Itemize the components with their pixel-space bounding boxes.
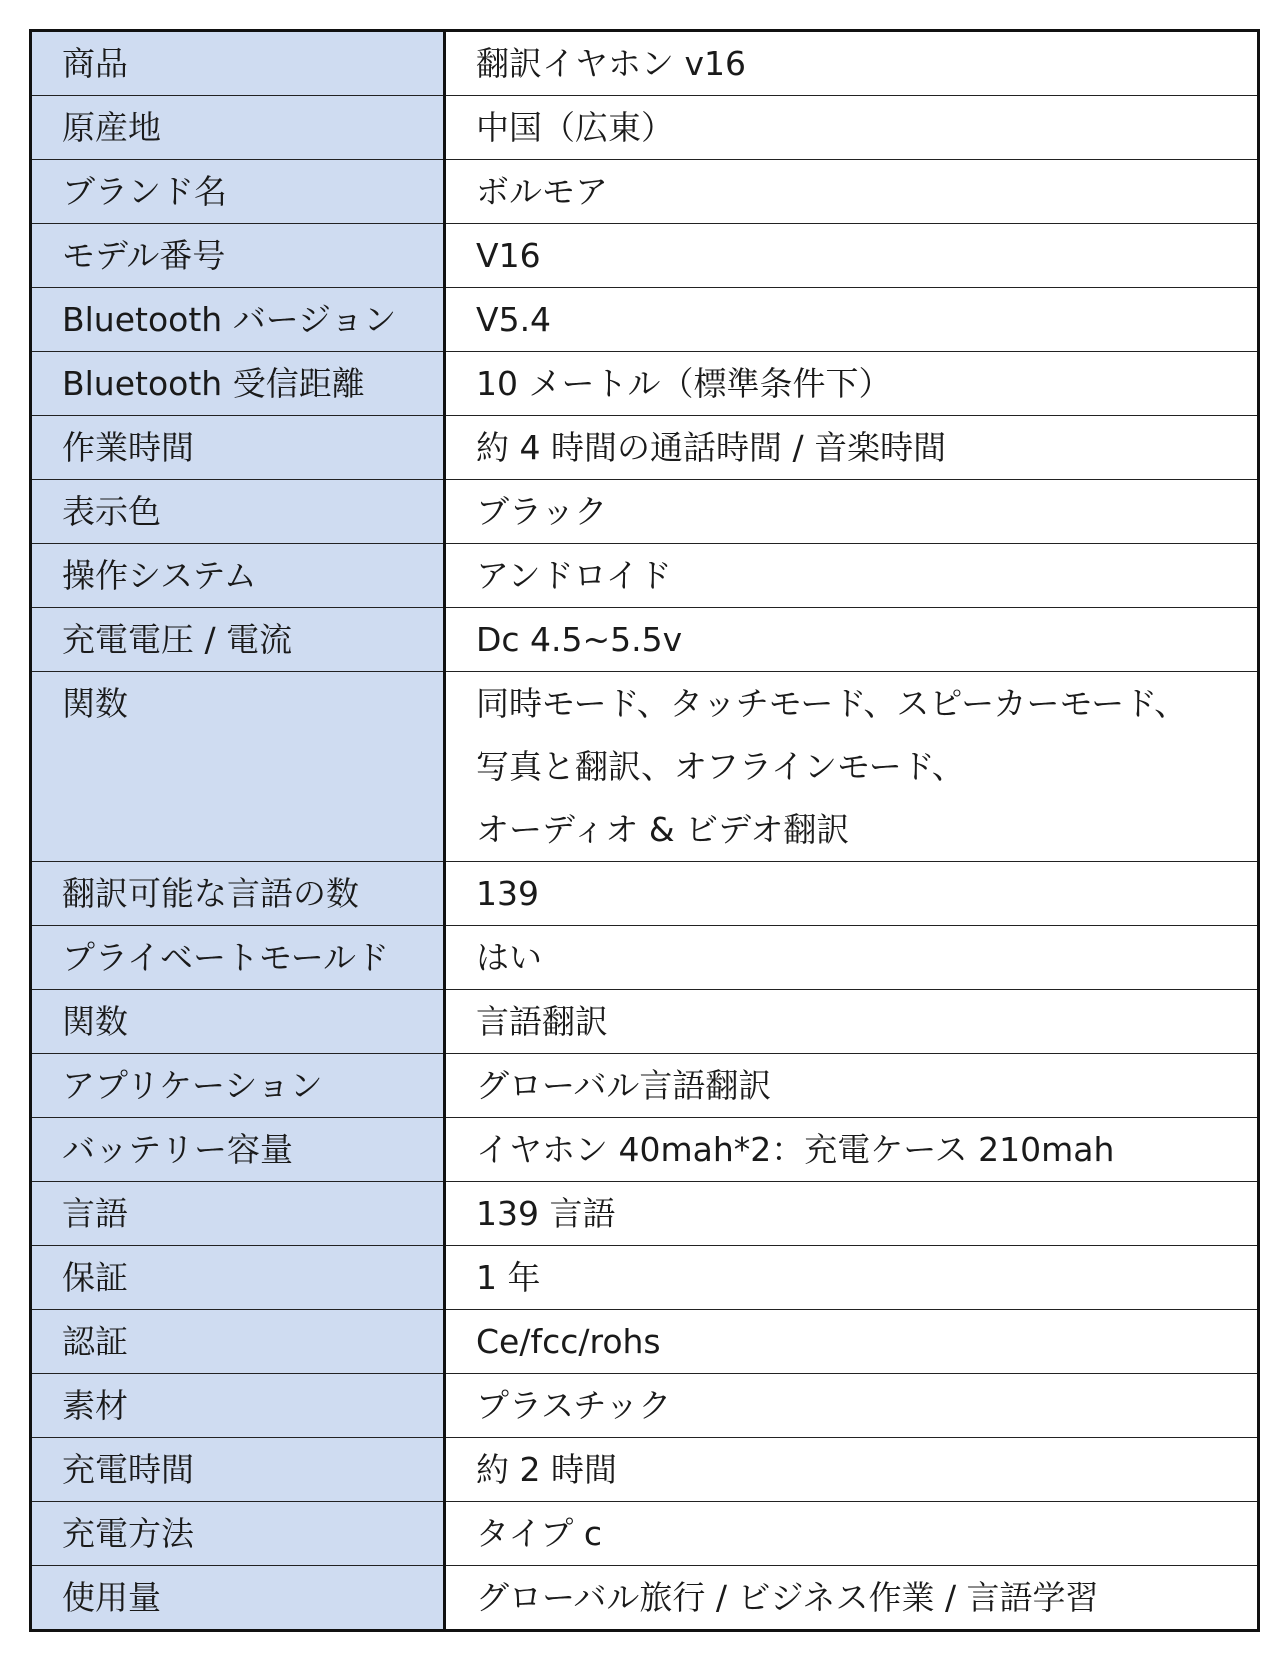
spec-value-line: イヤホン 40mah*2：充電ケース 210mah [476,1130,1115,1169]
spec-value-line: アンドロイド [476,556,672,595]
spec-row [31,480,1259,544]
spec-value-line: オーディオ & ビデオ翻訳 [476,810,850,849]
spec-label: 関数 [31,672,445,862]
spec-value-line: 139 言語 [476,1194,616,1233]
spec-row [31,608,1259,672]
spec-value-line: 約 4 時間の通話時間 / 音楽時間 [476,428,947,467]
spec-row [31,352,1259,416]
spec-row [31,1502,1259,1566]
spec-label: 原産地 [31,96,445,160]
spec-value-line: Ce/fcc/rohs [476,1322,661,1361]
spec-row [31,862,1259,926]
spec-value-line: ブラック [476,492,608,531]
spec-label: 作業時間 [31,416,445,480]
spec-value [445,1054,1259,1118]
spec-value-line: 写真と翻訳、オフラインモード、 [476,747,965,786]
spec-row [31,1118,1259,1182]
spec-value [445,480,1259,544]
spec-row [31,1182,1259,1246]
spec-value-line: 翻訳イヤホン v16 [476,44,747,83]
spec-row [31,1438,1259,1502]
spec-row [31,1246,1259,1310]
spec-row [31,1374,1259,1438]
spec-label: アプリケーション [31,1054,445,1118]
spec-value-line: V16 [476,236,541,275]
spec-value [445,990,1259,1054]
spec-value [445,1438,1259,1502]
spec-value-line: 言語翻訳 [476,1002,608,1041]
spec-value [445,926,1259,990]
spec-label: 言語 [31,1182,445,1246]
spec-table-body [31,31,1259,1631]
spec-value-line: タイプ c [476,1514,602,1553]
spec-value [445,416,1259,480]
spec-row [31,990,1259,1054]
spec-value [445,288,1259,352]
spec-value-line: 139 [476,874,539,913]
spec-value [445,862,1259,926]
spec-row [31,1566,1259,1631]
spec-value [445,160,1259,224]
spec-value-line: プラスチック [476,1386,672,1425]
spec-label: 充電時間 [31,1438,445,1502]
spec-row [31,96,1259,160]
spec-value-line: 10 メートル（標準条件下） [476,364,892,403]
spec-value [445,1502,1259,1566]
spec-label: バッテリー容量 [31,1118,445,1182]
spec-value [445,352,1259,416]
spec-value [445,1374,1259,1438]
spec-label: 操作システム [31,544,445,608]
spec-label: 使用量 [31,1566,445,1631]
spec-label: 素材 [31,1374,445,1438]
spec-row [31,672,1259,862]
spec-value-line: Dc 4.5~5.5v [476,620,683,659]
spec-label: 認証 [31,1310,445,1374]
spec-label: 充電方法 [31,1502,445,1566]
spec-row [31,1054,1259,1118]
spec-label: ブランド名 [31,160,445,224]
spec-label: Bluetooth バージョン [31,288,445,352]
spec-value [445,224,1259,288]
spec-row [31,1310,1259,1374]
spec-value [445,1566,1259,1631]
spec-value-line: 同時モード、タッチモード、スピーカーモード、 [476,684,1188,723]
spec-label: プライベートモールド [31,926,445,990]
spec-label: 充電電圧 / 電流 [31,608,445,672]
spec-value [445,96,1259,160]
spec-label: Bluetooth 受信距離 [31,352,445,416]
spec-label: 商品 [31,31,445,96]
spec-value [445,1118,1259,1182]
spec-row [31,288,1259,352]
spec-value-line: 約 2 時間 [476,1450,617,1489]
spec-row [31,416,1259,480]
spec-value-line: グローバル旅行 / ビジネス作業 / 言語学習 [476,1578,1099,1617]
spec-row [31,160,1259,224]
spec-row [31,31,1259,96]
spec-value [445,672,1259,862]
spec-label: 表示色 [31,480,445,544]
spec-value [445,544,1259,608]
spec-value [445,1182,1259,1246]
spec-value-line: ボルモア [476,172,608,211]
spec-label: 保証 [31,1246,445,1310]
spec-label: 翻訳可能な言語の数 [31,862,445,926]
spec-row [31,224,1259,288]
spec-value-line: V5.4 [476,300,552,339]
spec-table [29,29,1260,1632]
spec-label: 関数 [31,990,445,1054]
spec-value [445,1310,1259,1374]
spec-row [31,544,1259,608]
spec-value [445,31,1259,96]
spec-value-line: はい [476,938,542,977]
spec-value-line: グローバル言語翻訳 [476,1066,772,1105]
spec-value-line: 1 年 [476,1258,541,1297]
spec-label: モデル番号 [31,224,445,288]
spec-value [445,608,1259,672]
spec-row [31,926,1259,990]
spec-value-line: 中国（広東） [476,108,674,147]
spec-value [445,1246,1259,1310]
